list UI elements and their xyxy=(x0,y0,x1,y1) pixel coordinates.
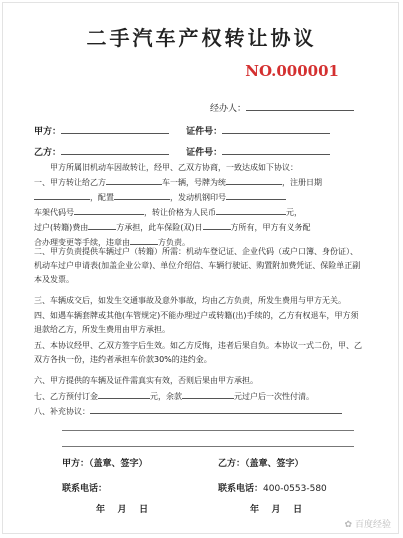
handler-label: 经办人： xyxy=(210,104,247,114)
clause1-field-8[interactable] xyxy=(88,220,116,230)
handler-row xyxy=(210,101,354,115)
clause1-field-10[interactable] xyxy=(130,235,158,245)
party-b-cert-label: 证件号： xyxy=(186,148,223,158)
watermark: ✿ 百度经验 xyxy=(344,520,391,530)
deposit-field[interactable] xyxy=(98,389,150,399)
document-title: 二手汽车产权转让协议 xyxy=(86,26,317,50)
clause-3: 三、车辆成交后，如发生交通事故及意外事故，均由乙方负责，所发生费用与甲方无关。 xyxy=(34,296,346,305)
balance-field[interactable] xyxy=(182,389,234,399)
clause-5: 五、本协议经甲、乙双方签字后生效。如乙方反悔，违者后果自负。本协议一式二份，甲、乙双方各执一份，违约者承担车价款30%的违约金。 xyxy=(34,341,362,364)
supplement-field[interactable] xyxy=(90,404,342,414)
party-a-row xyxy=(34,124,330,138)
clause1-field-6[interactable] xyxy=(74,205,144,215)
phone-b-value: 400-0553-580 xyxy=(263,484,327,494)
clause1-field-7[interactable] xyxy=(216,205,286,215)
clause-4: 四、如遇车辆套牌或其他(车管规定)不能办理过户或转籍(出)手续的，乙方有权退车，甲方须退款给乙方，所发生费用由甲方承担。 xyxy=(34,311,359,334)
date-b: 年 月 日 xyxy=(250,505,303,515)
clause1-field-4[interactable] xyxy=(114,190,170,200)
party-a-label: 甲方： xyxy=(34,127,62,137)
party-a-field[interactable] xyxy=(61,124,169,134)
clause1-field-1[interactable] xyxy=(106,175,162,185)
paw-icon: ✿ xyxy=(344,520,352,530)
sign-a: 甲方：（盖章、签字） xyxy=(62,459,148,469)
party-b-cert-field[interactable] xyxy=(222,145,330,155)
clause1-field-5[interactable] xyxy=(226,190,286,200)
phone-b-label: 联系电话： xyxy=(218,484,264,494)
party-b-row xyxy=(34,145,330,159)
supplement-line-2[interactable] xyxy=(62,430,354,431)
clause1-field-2[interactable] xyxy=(226,175,282,185)
phone-a-row xyxy=(62,483,107,495)
sign-b: 乙方：（盖章、签字） xyxy=(218,459,304,469)
party-a-cert-field[interactable] xyxy=(222,124,330,134)
intro-text: 甲方所属旧机动车因故转让，经甲、乙双方协商，一致达成如下协议： xyxy=(50,163,298,172)
date-a: 年 月 日 xyxy=(96,505,149,515)
party-b-label: 乙方： xyxy=(34,148,62,158)
party-b-field[interactable] xyxy=(61,145,169,155)
clause-1: 一、甲方转让给乙方 车一辆，号牌为统 ，注册日期 ，配置 ，发动机钢印号 车架代码号 ，转让价格为人民币 元， 过户(转籍)费由 方承担，此车保险(双)日 方所有，甲方有义务配 合办理变更等手续，违章由 方负责。 xyxy=(34,175,364,250)
clause-2: 二、甲方负责提供车辆过户（转籍）所需：机动车登记证、企业代码（或户口簿、身份证）、机动车过户申请表(加盖企业公章)、单位介绍信、车辆行驶证、购置附加费凭证、保险单正副本及发票。 xyxy=(34,247,361,284)
clause-6: 六、甲方提供的车辆及证件需真实有效，否则后果由甲方承担。 xyxy=(34,376,258,385)
clause1-field-3[interactable] xyxy=(34,190,90,200)
clause1-field-9[interactable] xyxy=(203,220,231,230)
handler-field[interactable] xyxy=(246,101,354,111)
clause-7: 七、乙方预付订金 元，余款 元过户后一次性付清。 xyxy=(34,389,364,404)
clause-8: 八、补充协议： xyxy=(34,404,364,419)
supplement-line-3[interactable] xyxy=(62,446,354,447)
party-a-cert-label: 证件号： xyxy=(186,127,223,137)
phone-a-label: 联系电话： xyxy=(62,484,108,494)
serial-number: NO.000001 xyxy=(245,62,339,80)
phone-b-row xyxy=(218,483,327,495)
